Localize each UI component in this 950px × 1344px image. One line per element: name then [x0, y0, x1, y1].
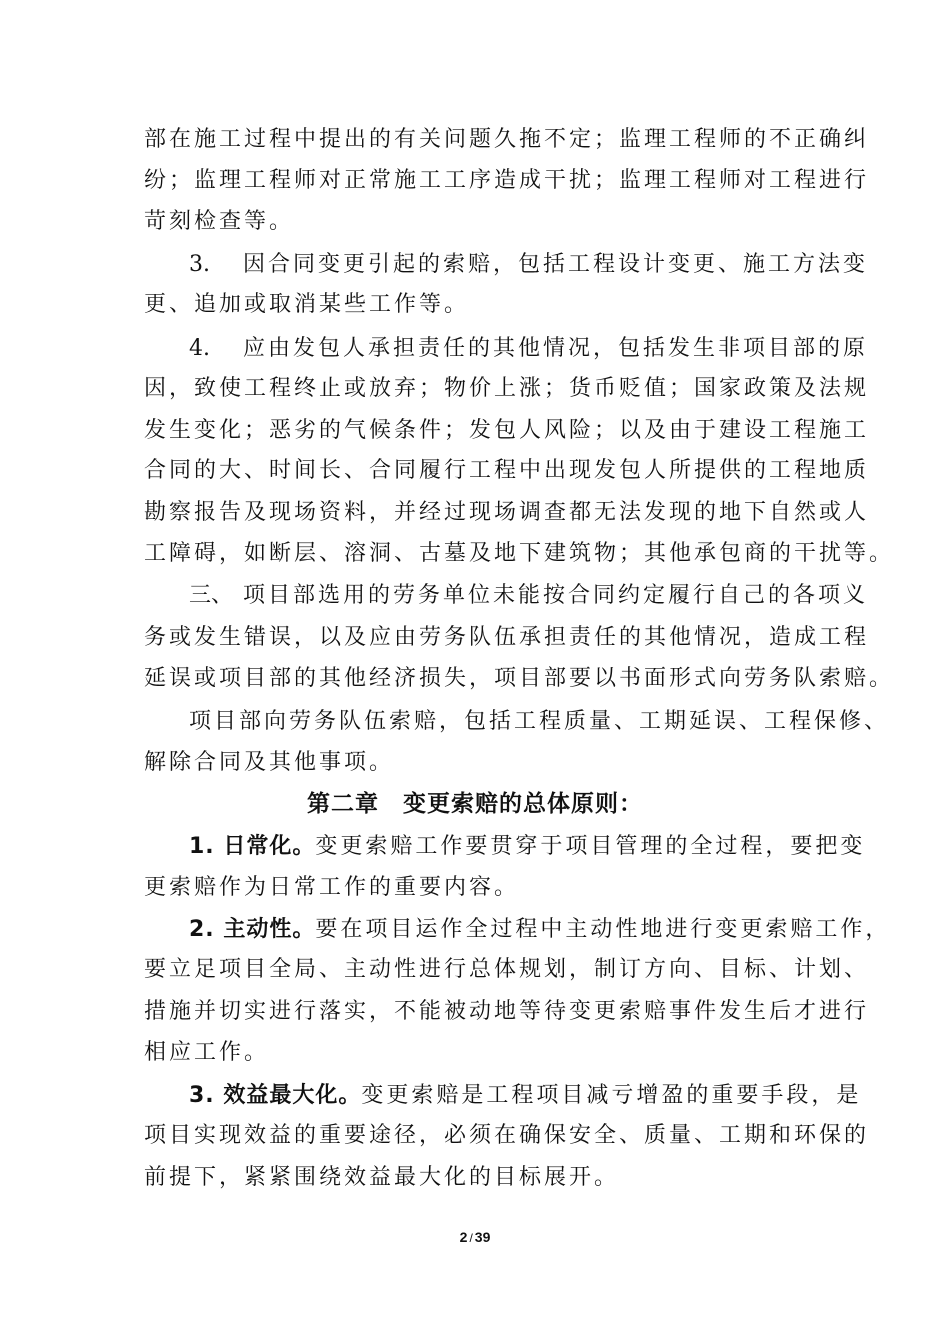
text-line: 三、 项目部选用的劳务单位未能按合同约定履行自己的各项义	[189, 581, 868, 611]
item-number: 4.	[189, 336, 210, 361]
text-line: 3. 因合同变更引起的索赔，包括工程设计变更、施工方法变	[189, 250, 868, 280]
principle-line: 1. 日常化。变更索赔工作要贯穿于项目管理的全过程，要把变	[189, 834, 866, 859]
chapter-heading: 第二章 变更索赔的总体原则：	[307, 791, 643, 817]
text-line: 项目实现效益的重要途径，必须在确保安全、质量、工期和环保的	[144, 1123, 870, 1148]
text-line: 4. 应由发包人承担责任的其他情况，包括发生非项目部的原	[189, 334, 868, 364]
text-line: 延误或项目部的其他经济损失，项目部要以书面形式向劳务队索赔。	[144, 666, 895, 691]
item-number: 三、	[189, 583, 234, 608]
text-line: 务或发生错误，以及应由劳务队伍承担责任的其他情况，造成工程	[144, 625, 870, 650]
text-line: 工障碍，如断层、溶洞、古墓及地下建筑物；其他承包商的干扰等。	[144, 541, 895, 566]
text-line: 勘察报告及现场资料，并经过现场调查都无法发现的地下自然或人	[144, 500, 870, 525]
principle-lead: 3. 效益最大化。	[189, 1083, 362, 1108]
text-line: 解除合同及其他事项。	[144, 750, 395, 775]
principle-lead: 2. 主动性。	[189, 917, 316, 942]
text-line: 合同的大、时间长、合同履行工程中出现发包人所提供的工程地质	[144, 458, 870, 483]
principle-line: 3. 效益最大化。变更索赔是工程项目减亏增盈的重要手段，是	[189, 1083, 862, 1108]
text-line: 项目部向劳务队伍索赔，包括工程质量、工期延误、工程保修、	[189, 709, 890, 734]
page-total: 39	[474, 1229, 491, 1245]
text-line: 发生变化；恶劣的气候条件；发包人风险；以及由于建设工程施工	[144, 418, 870, 443]
principle-lead: 1. 日常化。	[189, 834, 316, 859]
text-line: 因，致使工程终止或放弃；物价上涨；货币贬值；国家政策及法规	[144, 376, 870, 401]
text-line: 更、追加或取消某些工作等。	[144, 292, 470, 317]
text-line: 前提下，紧紧围绕效益最大化的目标展开。	[144, 1165, 620, 1190]
page-footer	[0, 1227, 950, 1248]
text-line: 措施并切实进行落实，不能被动地等待变更索赔事件发生后才进行	[144, 999, 870, 1024]
page-current: 2	[459, 1229, 468, 1245]
text-line: 纷；监理工程师对正常施工工序造成干扰；监理工程师对工程进行	[144, 168, 870, 193]
item-number: 3.	[189, 252, 210, 277]
text-line: 相应工作。	[144, 1040, 270, 1065]
page-separator: /	[469, 1231, 473, 1245]
text-line: 更索赔作为日常工作的重要内容。	[144, 875, 520, 900]
text-line: 苛刻检查等。	[144, 209, 295, 234]
principle-line: 2. 主动性。要在项目运作全过程中主动性地进行变更索赔工作，	[189, 917, 891, 942]
text-line: 要立足项目全局、主动性进行总体规划，制订方向、目标、计划、	[144, 957, 870, 982]
text-line: 部在施工过程中提出的有关问题久拖不定；监理工程师的不正确纠	[144, 127, 870, 152]
